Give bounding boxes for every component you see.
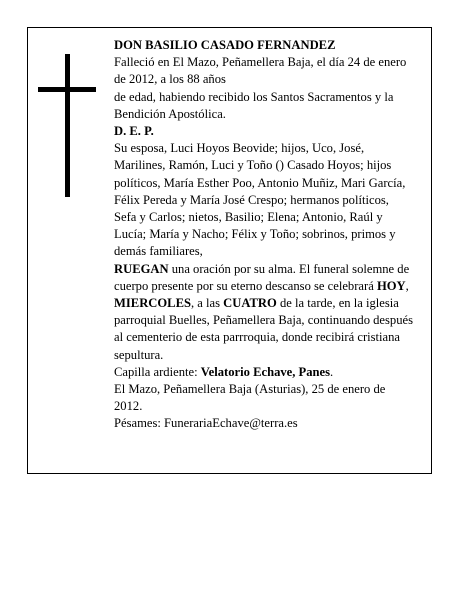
time-prefix: , a las xyxy=(190,296,224,311)
cross-icon xyxy=(38,54,96,197)
funeral-paragraph xyxy=(114,261,414,364)
deceased-name: DON BASILIO CASADO FERNANDEZ xyxy=(114,38,336,52)
sacraments-line: de edad, habiendo recibido los Santos Sacramentos y la Bendición Apostólica. xyxy=(114,89,394,121)
cross-vertical-bar xyxy=(65,54,70,197)
place-date-line: El Mazo, Peñamellera Baja (Asturias), 25 de enero de 2012. xyxy=(114,382,386,414)
obituary-notice xyxy=(27,27,432,474)
obituary-text xyxy=(114,37,414,433)
ruegan-word: RUEGAN xyxy=(114,261,169,276)
miercoles-word: MIERCOLES xyxy=(114,296,191,311)
capilla-end: . xyxy=(330,364,334,379)
cross-horizontal-bar xyxy=(38,87,96,92)
pesames-line: Pésames: FunerariaEchave@terra.es xyxy=(114,416,298,431)
ruegan-text: una oración por su alma. El funeral solemne de cuerpo presente por su eterno descanso se celebrará xyxy=(114,261,410,293)
death-notice: Falleció en El Mazo, Peñamellera Baja, el día 24 de enero de 2012, a los 88 años xyxy=(114,55,407,87)
capilla-value: Velatorio Echave, Panes xyxy=(200,364,331,379)
dep-line: D. E. P. xyxy=(114,124,154,139)
cuatro-word: CUATRO xyxy=(223,296,277,311)
capilla-line xyxy=(114,364,414,381)
capilla-label: Capilla ardiente: xyxy=(114,364,201,379)
comma-separator: , xyxy=(405,278,409,293)
funeral-rest: de la tarde, en la iglesia parroquial Buelles, Peñamellera Baja, continuando después al cementerio de esta parrroquia, donde recibirá cristiana sepultura. xyxy=(114,296,414,362)
hoy-word: HOY xyxy=(376,278,406,293)
family-list: Su esposa, Luci Hoyos Beovide; hijos, Uco, José, Marilines, Ramón, Luci y Toño () Casado Hoyos; hijos políticos, María Esther Poo, Antonio Muñiz, Mari García, Félix Pereda y María José Crespo; hermanos políticos, Sefa y Carlos; nietos, Basilio; Elena; Antonio, Raúl y Lucía; María y Nacho; Félix y Toño; sobrinos, primos y demás familiares, xyxy=(114,141,406,259)
